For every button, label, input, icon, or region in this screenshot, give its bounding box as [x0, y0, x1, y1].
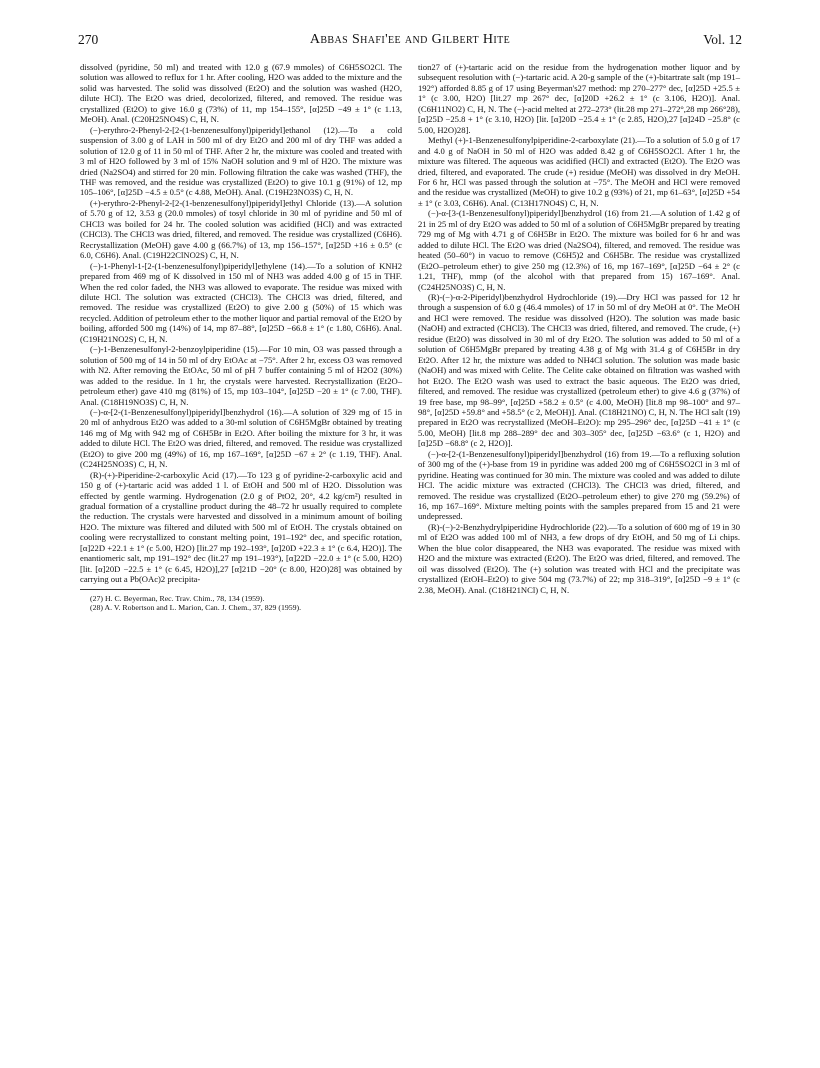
paragraph: (R)-(+)-Piperidine-2-carboxylic Acid (17).—To 123 g of pyridine-2-carboxylic acid and 150 g of (+)-tartaric acid was added 1 l. of EtOH and 500 ml of H2O. Dissolution was effected by gentle warming. Hydrogenation (2.0 g of PtO2, 20°, 4.2 kg/cm²) resulted in gradual formation of a crystalline product during the 48–72 hr usually required to complete the reduction. The crystals were harvested and dissolved in a minimum amount of boiling H2O. The mixture was filtered and diluted with 500 ml of EtOH. The crystals obtained on cooling were recrystallized to constant melting point, 191–192° dec, and specific rotation, [α]22D +22.1 ± 1° (c 5.00, H2O) [lit.27 mp 192–193°, [α]20D +22.3 ± 1° (c 6.4, H2O)]. The enantiomeric salt, mp 191–192° dec (lit.27 mp 191–193°), [α]22D −22.0 ± 1° (c 5.00, H2O) [lit. [α]20D −22.5 ± 1° (c 6.45, H2O)],27 [α]21D −20° (c 8.00, H2O)28] was obtained by carrying out a Pb(OAc)2 precipita-: [80, 469, 402, 585]
left-column: [80, 62, 402, 612]
paragraph: (−)-α-[2-(1-Benzenesulfonyl)piperidyl]benzhydrol (16).—A solution of 329 mg of 15 in 20 ml of anhydrous Et2O was added to a 30-ml solution of C6H5MgBr obtained by treating 146 mg of Mg with 942 mg of C6H5Br in Et2O. After boiling the mixture for 3 hr, it was added to dilute HCl. The Et2O was dried, filtered, and removed. The residue was crystallized (Et2O) to give 200 mg (49%) of 16, mp 167–169°, [α]25D −67 ± 2° (c 1.19, THF). Anal. (C24H25NO3S) C, H, N.: [80, 406, 402, 470]
paragraph: dissolved (pyridine, 50 ml) and treated with 12.0 g (67.9 mmoles) of C6H5SO2Cl. The solution was allowed to reflux for 1 hr. After cooling, H2O was added to the mixture and the solid was harvested. The solid was dissolved (Et2O) and the solution was washed (H2O, dilute HCl). The Et2O was dried, decolorized, filtered, and removed. The residue was crystallized (Et2O) to give 16.0 g (73%) of 11, mp 154–155°, [α]25D −49 ± 1° (c 1.13, MeOH). Anal. (C20H25NO4S) C, H, N.: [80, 62, 402, 125]
paragraph: (−)-α-[3-(1-Benzenesulfonyl)piperidyl]benzhydrol (16) from 21.—A solution of 1.42 g of 21 in 25 ml of dry Et2O was added to 50 ml of a solution of C6H5MgBr prepared by treating 729 mg of Mg with 4.71 g of C6H5Br in Et2O. The mixture was boiled for 6 hr and was added to dilute HCl. The Et2O was dried (Na2SO4), filtered, and removed. The residue was heated (50–60°) in vacuo to remove (C6H5)2 and C6H5Br. The residue was crystallized (Et2O–petroleum ether) to give 250 mg (12.3%) of 16, mp 167–169°, [α]25D −64 ± 2° (c 1.21, THF), mmp (of the alcohol with that prepared from 15) 167–169°. Anal. (C24H25NO3S) C, H, N.: [418, 208, 740, 292]
paragraph: (−)-1-Benzenesulfonyl-2-benzoylpiperidine (15).—For 10 min, O3 was passed through a solution of 500 mg of 14 in 50 ml of dry EtOAc at −75°. After 2 hr, excess O3 was removed with N2. After removing the EtOAc, 50 ml of pH 7 buffer containing 5 ml of H2O2 (30%) was added to the residue. In 1 hr, the crystals were harvested. Recrystallization (Et2O–petroleum ether) gave 410 mg (81%) of 15, mp 103–104°, [α]25D −20 ± 1° (c 7.00, THF). Anal. (C18H19NO3S) C, H, N.: [80, 344, 402, 407]
paragraph: (R)-(−)-α-2-Piperidyl)benzhydrol Hydrochloride (19).—Dry HCl was passed for 12 hr through a suspension of 6.0 g (46.4 mmoles) of 17 in 50 ml of dry MeOH at 0°. The MeOH and HCl were removed. The residue was dissolved (H2O). The solution was made basic (NaOH) and extracted (CHCl3). The CHCl3 was dried, filtered, and removed. The crude, (+) residue (Et2O) was dissolved in 30 ml of dry Et2O. The solution was added to 50 ml of a solution of C6H5MgBr prepared by treating 4.38 g of Mg with 31.4 g of C6H5Br in dry Et2O. After 12 hr, the mixture was added to NH4Cl solution. The solution was made basic (NaOH) and was mixed with Celite. The Celite cake obtained on filtration was washed with hot Et2O. The Et2O wash was used to extract the basic aqueous. The Et2O was dried, filtered, and removed. The residue was crystallized (petroleum ether) to give 4.6 g (37%) of 19 free base, mp 98–99°, [α]25D +58.2 ± 0.5° (c 4.00, MeOH) [lit.8 mp 98–100° and 97–98°, [α]25D +59.8° and +58.5° (c 2, MeOH)]. Anal. (C18H21NO) C, H, N. The HCl salt (19) prepared in Et2O was recrystallized (MeOH–Et2O): mp 295–296° dec, [α]25D −41 ± 1° (c 5.00, MeOH) [lit.8 mp 288–289° dec and 303–305° dec, [α]25D −63.6° (c 1, H2O) and [α]25D −68.8° (c 2, H2O)].: [418, 291, 740, 449]
running-header: [78, 32, 742, 54]
paragraph: (R)-(−)-2-Benzhydrylpiperidine Hydrochloride (22).—To a solution of 600 mg of 19 in 30 ml of Et2O was added 100 ml of NH3, a few drops of dry EtOH, and 50 mg of Li chips. When the blue color disappeared, the NH3 was evaporated. The residue was mixed with H2O and the mixture was extracted (Et2O). The Et2O was dried, filtered, and removed. The oil was dissolved (Et2O). The (+) solution was treated with HCl and the precipitate was crystallized (EtOH–Et2O) to give 504 mg (73.7%) of 22; mp 318–319°, [α]25D −9 ± 1° (c 2.38, MeOH). Anal. (C18H21NCl) C, H, N.: [418, 521, 740, 595]
paragraph: (−)-erythro-2-Phenyl-2-[2-(1-benzenesulfonyl)piperidyl]ethanol (12).—To a cold suspension of 3.00 g of LAH in 500 ml of dry Et2O and 200 ml of dry THF was added a solution of 12.0 g of 11 in 50 ml of THF. After 2 hr, the mixture was cooled and treated with 3 ml of H2O followed by 3 ml of 15% NaOH solution and 9 ml of H2O. The mixture was dried (Na2SO4) and stirred for 20 min. Following filtration the cake was washed (THF), the THF was removed, and the residue was crystallized (Et2O) to give 10.1 g (91%) of 12, mp 105–106°, [α]25D −4.5 ± 0.5° (c 4.88, MeOH). Anal. (C19H23NO3S) C, H, N.: [80, 124, 402, 198]
volume-label: Vol. 12: [703, 32, 742, 47]
page-number: 270: [78, 32, 99, 47]
right-column: [418, 62, 740, 595]
paragraph: (+)-erythro-2-Phenyl-2-[2-(1-benzenesulfonyl)piperidyl]ethyl Chloride (13).—A solution of 5.70 g of 12, 3.53 g (20.0 mmoles) of tosyl chloride in 30 ml of pyridine and 50 ml of CHCl3 was boiled for 24 hr. The cooled solution was acidified (HCl) and was extracted (CHCl3). The CHCl3 was dried, filtered, and removed. The residue was crystallized (C6H6). Recrystallization (MeOH) gave 4.00 g (66.7%) of 13, mp 156–157°, [α]25D +16 ± 0.5° (c 6.0, C6H6). Anal. (C19H22ClNO2S) C, H, N.: [80, 197, 402, 261]
paragraph: tion27 of (+)-tartaric acid on the residue from the hydrogenation mother liquor and by subsequent resolution with (−)-tartaric acid. A 20-g sample of the (+)-bitartrate salt (mp 191–192°) afforded 8.85 g of 17 using Beyerman's27 method: mp 270–277° dec, [α]25D +25.5 ± 1° (c 3.00, H2O) [lit.27 mp 267° dec, [α]20D +26.2 ± 1° (c 3.106, H2O)]. Anal. (C6H11NO2) C, H, N. The (−)-acid melted at 272–273° (lit.28 mp 271–272°,28 mp 266°28), [α]25D −25.8 + 1° (c 3.10, H2O) [lit. [α]20D −25.4 ± 1° (c 2.85, H2O),27 [α]24D −25.8° (c 5.00, H2O)28].: [418, 62, 740, 135]
footnote: (28) A. V. Robertson and L. Marion, Can. J. Chem., 37, 829 (1959).: [90, 602, 302, 612]
paragraph: (−)-1-Phenyl-1-[2-(1-benzenesulfonyl)piperidyl]ethylene (14).—To a solution of KNH2 prepared from 469 mg of K dissolved in 150 ml of NH3 was added 4.00 g of 15 in THF. When the red color faded, the NH3 was allowed to evaporate. The residue was mixed with dilute HCl. The solution was extracted (CHCl3). The CHCl3 was dried, filtered, and removed. The residue was crystallized (Et2O) to give 2.00 g (50%) of 15 which was recycled. Addition of petroleum ether to the mother liquor and partial removal of the Et2O by boiling, afforded 500 mg (14%) of 14, mp 87–88°, [α]25D −66.8 ± 1° (c 1.80, C6H6). Anal. (C19H21NO2S) C, H, N.: [80, 260, 402, 344]
footnote: (27) H. C. Beyerman, Rec. Trav. Chim., 78, 134 (1959).: [90, 593, 265, 603]
paragraph: (−)-α-[2-(1-Benzenesulfonyl)piperidyl]benzhydrol (16) from 19.—To a refluxing solution of 300 mg of the (+)-base from 19 in pyridine was added 200 mg of C6H5SO2Cl in 3 ml of pyridine. Heating was continued for 30 min. The mixture was cooled and was added to dilute HCl. The acidic mixture was extracted (CHCl3). The CHCl3 was dried, filtered, and removed. The residue was crystallized (Et2O–petroleum ether) to give 270 mg (59.2%) of 16, mp 167–169°. Mixture melting points with the samples prepared from 15 and 21 were undepressed.: [418, 448, 740, 522]
running-title: Abbas Shafi'ee and Gilbert Hite: [309, 32, 511, 47]
paragraph: Methyl (+)-1-Benzenesulfonylpiperidine-2-carboxylate (21).—To a solution of 5.0 g of 17 and 4.0 g of NaOH in 50 ml of H2O was added 8.42 g of C6H5SO2Cl. After 1 hr, the mixture was filtered. The aqueous was acidified (HCl) and extracted (Et2O). The Et2O was dried, filtered, and evaporated. The crude (+) residue (MeOH) was dissolved in dry MeOH. For 6 hr, HCl was passed through the solution at −75°. The MeOH and HCl were removed and the residue was crystallized (MeOH) to give 10.2 g (93%) of 21, mp 61–63°, [α]25D +54 ± 1° (c 3.03, C6H6). Anal. (C13H17NO4S) C, H, N.: [418, 135, 740, 208]
